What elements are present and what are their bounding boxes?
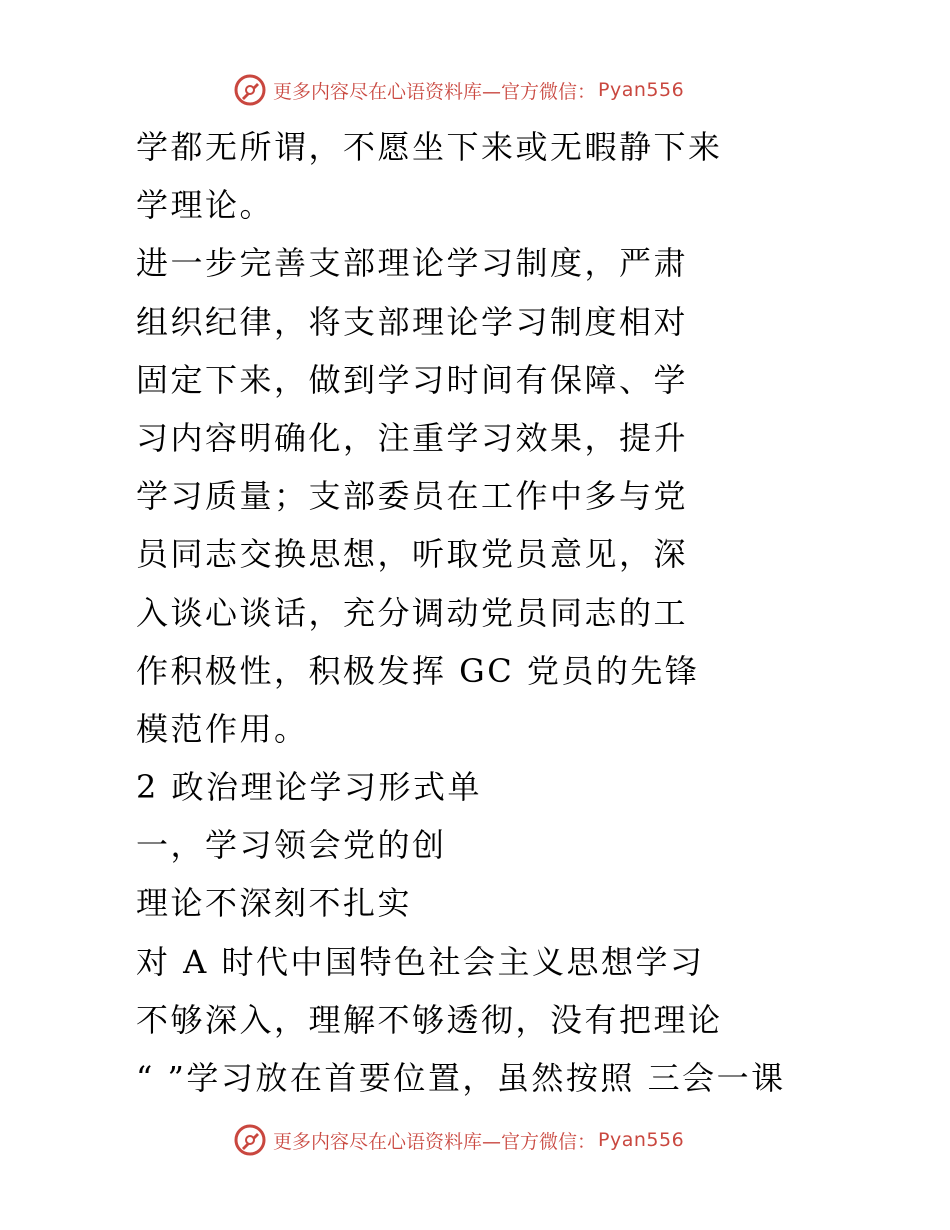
text-line: 不够深入，理解不够透彻，没有把理论	[136, 1000, 723, 1039]
document-body	[136, 118, 836, 1107]
sub-heading: 一，学习领会党的创	[136, 826, 447, 865]
section-heading: 2 政治理论学习形式单	[136, 768, 483, 807]
text-line: 学理论。	[136, 186, 275, 225]
text-line: 进一步完善支部理论学习制度，严肃	[136, 244, 689, 283]
quill-logo-icon	[233, 1123, 267, 1157]
text-line: 习内容明确化，注重学习效果，提升	[136, 418, 689, 457]
text-line: 理论不深刻不扎实	[136, 884, 413, 923]
text-line: 固定下来，做到学习时间有保障、学	[136, 360, 689, 399]
text-line: 员同志交换思想，听取党员意见，深	[136, 535, 689, 574]
header-watermark	[233, 70, 684, 110]
text-line: 组织纪律，将支部理论学习制度相对	[136, 302, 689, 341]
watermark-text: 更多内容尽在心语资料库—官方微信：	[273, 80, 597, 103]
text-line: “ ”学习放在首要位置，虽然按照 三会一课	[136, 1059, 786, 1097]
text-line: 模范作用。	[136, 709, 309, 748]
text-line: 作积极性，积极发挥 GC 党员的先锋	[136, 651, 700, 690]
watermark-wechat-id: Pyan556	[598, 79, 685, 101]
quill-logo-icon	[233, 73, 267, 107]
text-line: 对 A 时代中国特色社会主义思想学习	[136, 942, 705, 981]
watermark-wechat-id: Pyan556	[598, 1129, 685, 1151]
footer-watermark	[233, 1120, 684, 1160]
text-line: 学习质量；支部委员在工作中多与党	[136, 477, 689, 516]
watermark-text: 更多内容尽在心语资料库—官方微信：	[273, 1130, 597, 1153]
text-line: 学都无所谓，不愿坐下来或无暇静下来	[136, 128, 723, 166]
text-line: 入谈心谈话，充分调动党员同志的工	[136, 593, 689, 632]
